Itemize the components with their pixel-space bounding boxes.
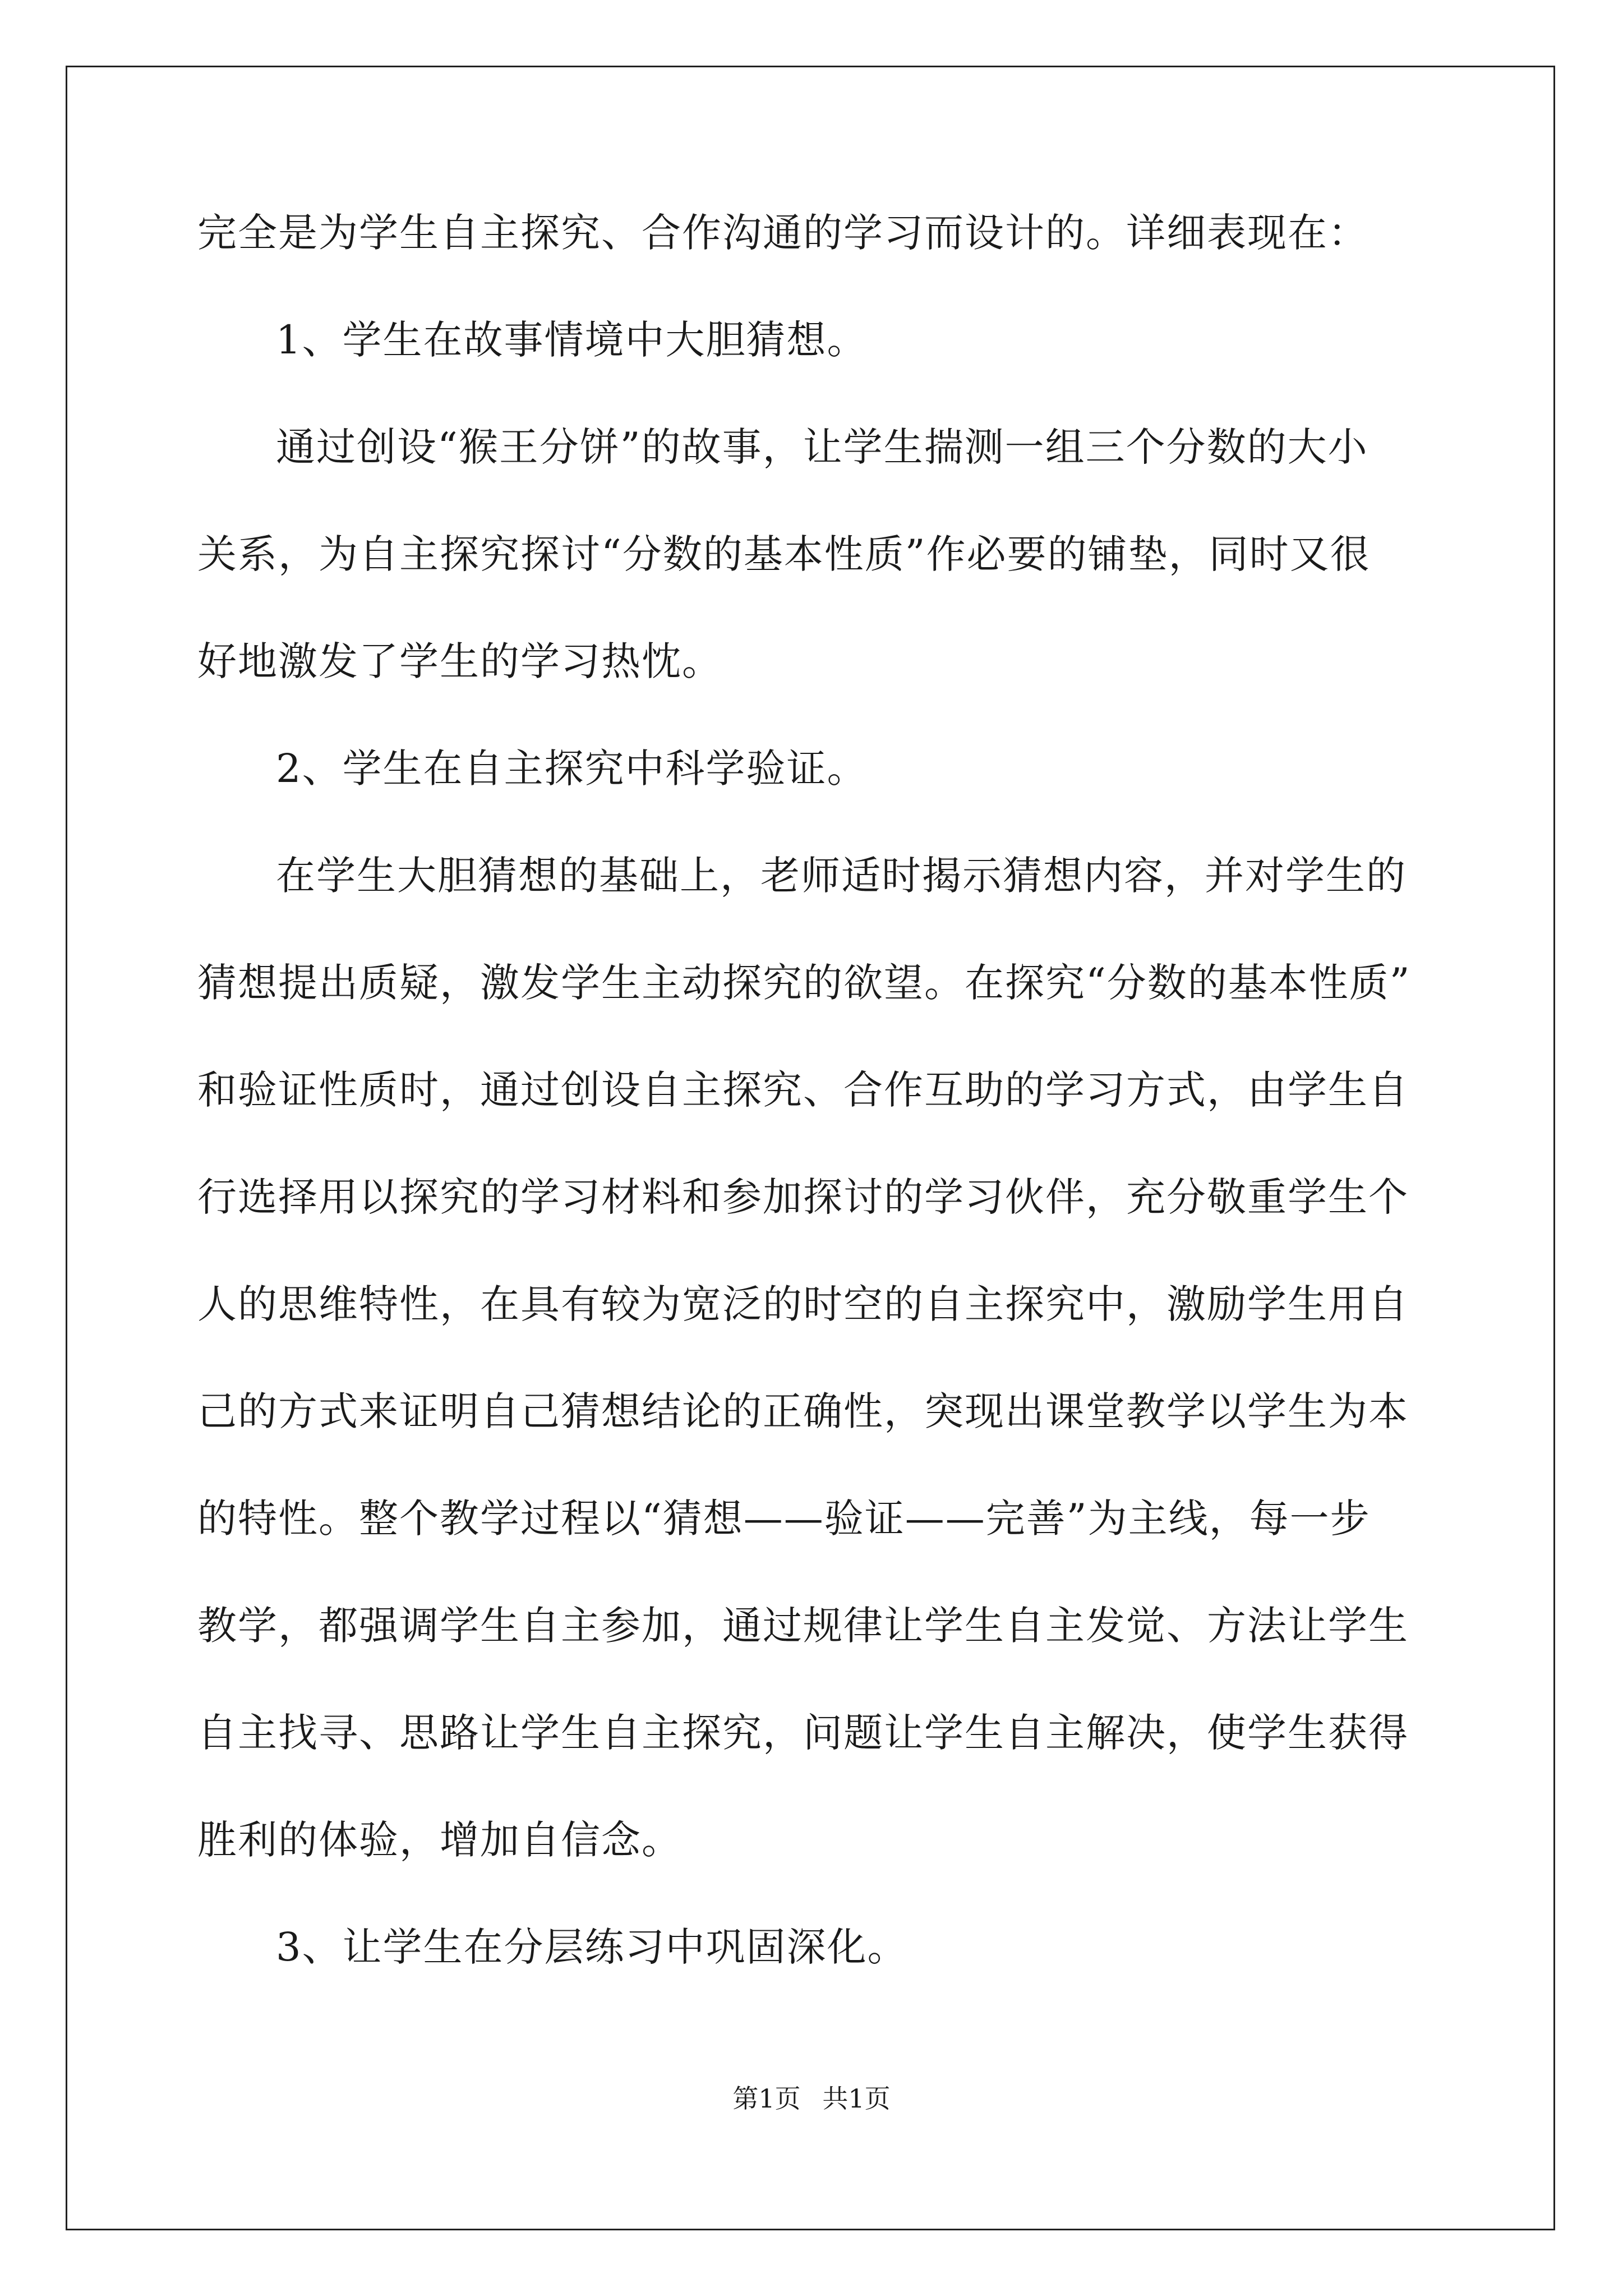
text-line: 猜想提出质疑，激发学生主动探究的欲望。在探究“分数的基本性质” (197, 960, 1411, 1006)
text-line: 完全是为学生自主探究、合作沟通的学习而设计的。详细表现在： (197, 210, 1368, 256)
text-line: 好地激发了学生的学习热忱。 (197, 638, 722, 684)
page-number-total: 共1页 (822, 2083, 891, 2114)
text-line: 教学，都强调学生自主参加，通过规律让学生自主发觉、方法让学生 (197, 1603, 1409, 1649)
text-line: 通过创设“猴王分饼”的故事，让学生揣测一组三个分数的大小 (276, 424, 1368, 470)
page-footer (0, 2078, 1623, 2115)
text-line: 2、学生在自主探究中科学验证。 (276, 746, 868, 792)
text-line: 在学生大胆猜想的基础上，老师适时揭示猜想内容，并对学生的 (276, 853, 1407, 899)
text-line: 己的方式来证明自己猜想结论的正确性，突现出课堂教学以学生为本 (197, 1388, 1409, 1434)
text-line: 3、让学生在分层练习中巩固深化。 (276, 1924, 908, 1970)
text-line: 的特性。整个教学过程以“猜想——验证——完善”为主线，每一步 (197, 1496, 1371, 1542)
text-line: 1、学生在故事情境中大胆猜想。 (276, 317, 868, 363)
text-line: 自主找寻、思路让学生自主探究，问题让学生自主解决，使学生获得 (197, 1710, 1409, 1756)
text-line: 人的思维特性，在具有较为宽泛的时空的自主探究中，激励学生用自 (197, 1281, 1409, 1327)
page-number-current: 第1页 (732, 2083, 801, 2114)
text-line: 和验证性质时，通过创设自主探究、合作互助的学习方式，由学生自 (197, 1067, 1409, 1113)
text-line: 胜利的体验，增加自信念。 (197, 1817, 682, 1863)
page-border (66, 66, 1555, 2230)
text-line: 行选择用以探究的学习材料和参加探讨的学习伙伴，充分敬重学生个 (197, 1174, 1409, 1220)
text-line: 关系，为自主探究探讨“分数的基本性质”作必要的铺垫，同时又很 (197, 531, 1371, 577)
